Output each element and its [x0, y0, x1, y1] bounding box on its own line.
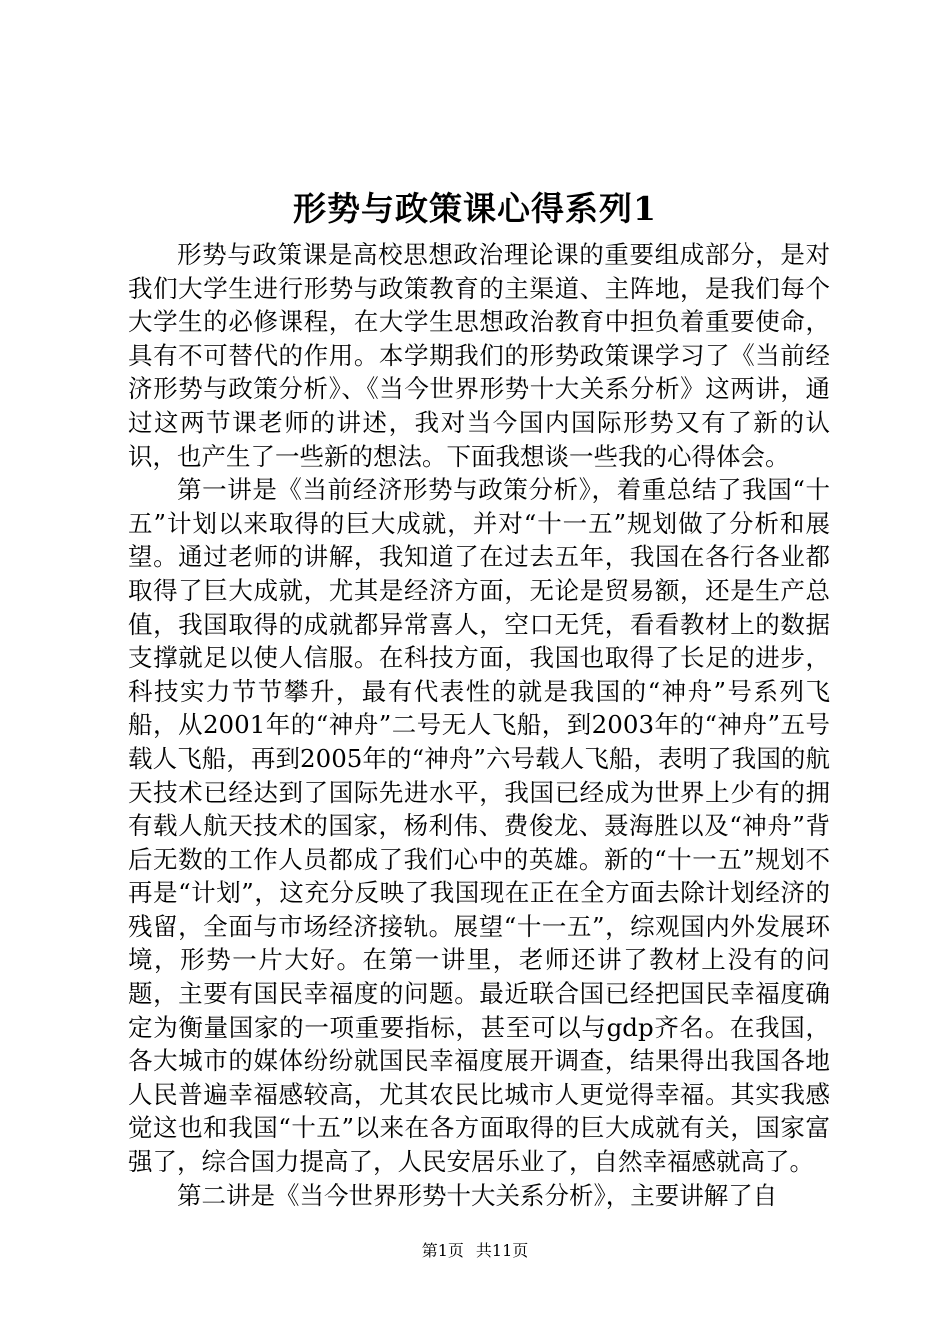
- page-footer: [0, 1240, 950, 1262]
- page-number: 第1页: [421, 1241, 464, 1260]
- page-total: 共11页: [475, 1241, 529, 1260]
- paragraph-lecture-two: 第二讲是《当今世界形势十大关系分析》，主要讲解了自: [177, 1180, 778, 1210]
- document-title: 形势与政策课心得系列1: [293, 189, 657, 228]
- paragraph-lecture-one: 第一讲是《当前经济形势与政策分析》，着重总结了我国“十五”计划以来取得的巨大成就，并对“十一五”规划做了分析和展望。通过老师的讲解，我知道了在过去五年，我国在各行各业都取得了巨大成就，尤其是经济方面，无论是贸易额，还是生产总值，我国取得的成就都异常喜人，空口无凭，看看教材上的数据支撑就足以使人信服。在科技方面，我国也取得了长足的进步，科技实力节节攀升，最有代表性的就是我国的“神舟”号系列飞船，从2001年的“神舟”二号无人飞船，到2003年的“神舟”五号载人飞船，再到2005年的“神舟”六号载人飞船，表明了我国的航天技术已经达到了国际先进水平，我国已经成为世界上少有的拥有载人航天技术的国家，杨利伟、费俊龙、聂海胜以及“神舟”背后无数的工作人员都成了我们心中的英雄。新的“十一五”规划不再是“计划”，这充分反映了我国现在正在全方面去除计划经济的残留，全面与市场经济接轨。展望“十一五”，综观国内外发展环境，形势一片大好。在第一讲里，老师还讲了教材上没有的问题，主要有国民幸福度的问题。最近联合国已经把国民幸福度确定为衡量国家的一项重要指标，甚至可以与gdp齐名。在我国，各大城市的媒体纷纷就国民幸福度展开调查，结果得出我国各地人民普遍幸福感较高，尤其农民比城市人更觉得幸福。其实我感觉这也和我国“十五”以来在各方面取得的巨大成就有关，国家富强了，综合国力提高了，人民安居乐业了，自然幸福感就高了。: [128, 475, 830, 1177]
- document-body: [128, 238, 830, 1212]
- paragraph-intro: 形势与政策课是高校思想政治理论课的重要组成部分，是对我们大学生进行形势与政策教育的主渠道、主阵地，是我们每个大学生的必修课程，在大学生思想政治教育中担负着重要使命，具有不可替代的作用。本学期我们的形势政策课学习了《当前经济形势与政策分析》、《当今世界形势十大关系分析》这两讲，通过这两节课老师的讲述，我对当今国内国际形势又有了新的认识，也产生了一些新的想法。下面我想谈一些我的心得体会。: [128, 240, 830, 471]
